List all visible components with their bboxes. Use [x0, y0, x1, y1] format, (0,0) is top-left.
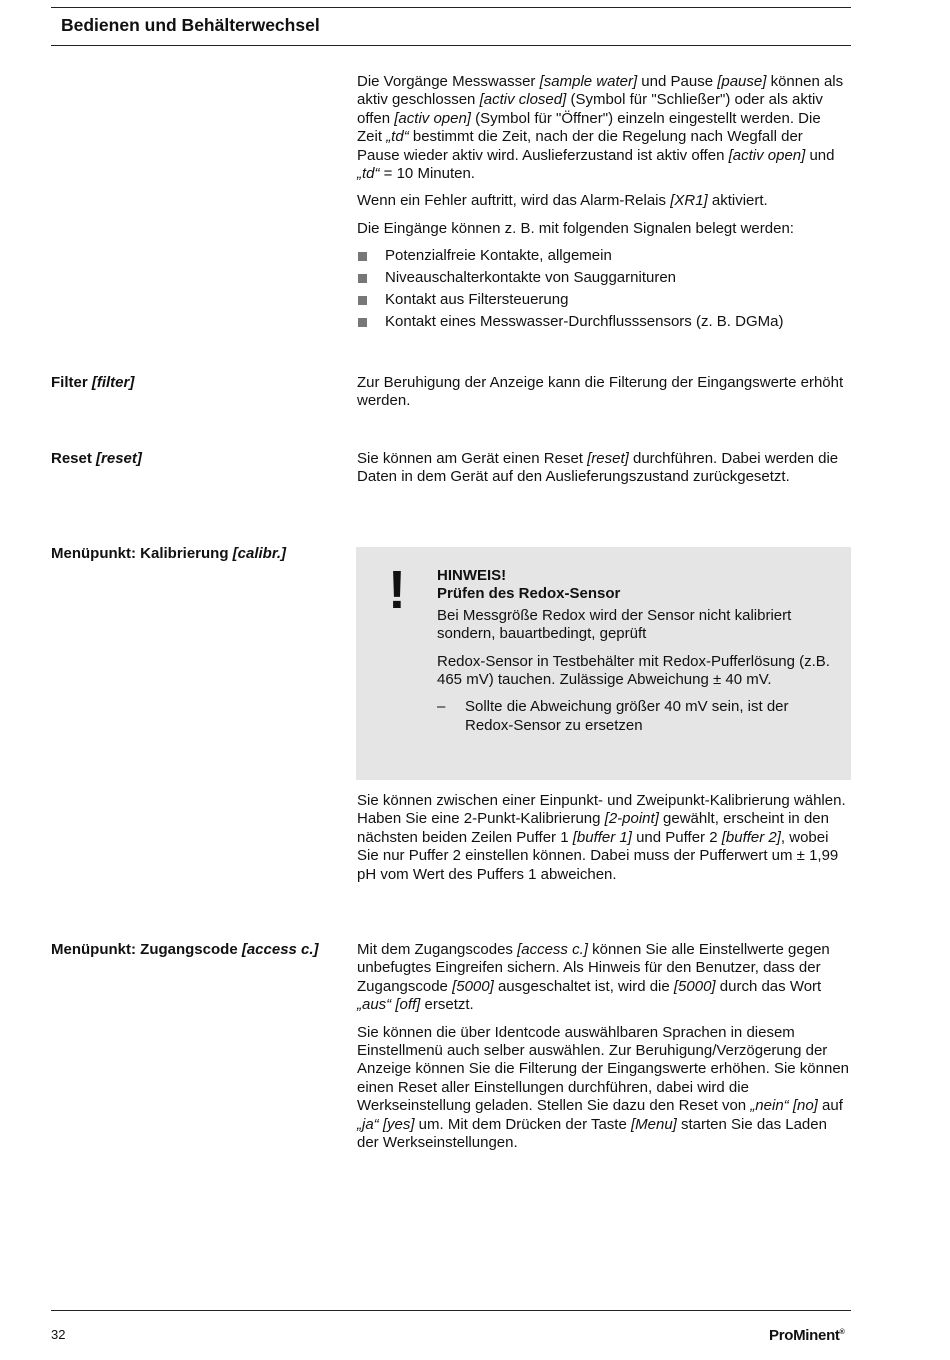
prominent-logo: ProMinent®: [769, 1327, 845, 1344]
list-item: Kontakt aus Filtersteuerung: [357, 291, 849, 309]
notice-subtitle: Prüfen des Redox-Sensor: [437, 585, 621, 603]
intro-section: [357, 73, 849, 334]
list-item: Niveauschalterkontakte von Sauggarnituren: [357, 269, 849, 287]
dash-bullet-icon: –: [437, 698, 446, 716]
intro-paragraph-1: Die Vorgänge Messwasser [sample water] und Pause [pause] können als aktiv geschlossen [activ closed] (Symbol für "Schließer") oder als aktiv offen [activ open] (Symbol für "Öffner") einzeln eingestellt werden. Die Zeit „td“ bestimmt die Zeit, nach der die Regelung nach Wegfall der Pause wieder aktiv wird. Auslieferzustand ist aktiv offen [activ open] und „td“ = 10 Minuten.: [357, 73, 844, 183]
exclamation-icon: !: [388, 560, 406, 620]
reset-label: Reset [reset]: [51, 450, 142, 467]
page-header-title: Bedienen und Behälterwechsel: [61, 15, 320, 35]
calibration-description: Sie können zwischen einer Einpunkt- und Zweipunkt-Kalibrierung wählen. Haben Sie eine 2-Punkt-Kalibrierung [2-point] gewählt, erscheint in den nächsten beiden Zeilen Puffer 1 [buffer 1] und Puffer 2 [buffer 2], wobei Sie nur Puffer 2 einstellen können. Dabei muss der Pufferwert um ± 1,99 pH vom Wert des Puffers 1 abweichen.: [357, 792, 846, 883]
access-code-description: [357, 941, 849, 1161]
list-item: Kontakt eines Messwasser-Durchflusssensors (z. B. DGMa): [357, 313, 849, 331]
square-bullet-icon: [358, 252, 367, 261]
footer-rule: [51, 1310, 851, 1311]
reset-description: Sie können am Gerät einen Reset [reset] durchführen. Dabei werden die Daten in dem Gerät auf den Auslieferungszustand zurückgesetzt.: [357, 450, 839, 486]
access-code-label: Menüpunkt: Zugangscode [access c.]: [51, 941, 319, 958]
filter-label: Filter [filter]: [51, 374, 135, 391]
input-signal-list: [357, 247, 849, 331]
square-bullet-icon: [358, 296, 367, 305]
filter-description: Zur Beruhigung der Anzeige kann die Filterung der Eingangswerte erhöht werden.: [357, 374, 844, 410]
intro-paragraph-3: Die Eingänge können z. B. mit folgenden Signalen belegt werden:: [357, 219, 794, 237]
notice-paragraph-2: Redox-Sensor in Testbehälter mit Redox-Pufferlösung (z.B. 465 mV) tauchen. Zulässige Abweichung ± 40 mV.: [437, 652, 830, 689]
notice-title: HINWEIS!: [437, 567, 507, 584]
square-bullet-icon: [358, 318, 367, 327]
access-paragraph-1: Mit dem Zugangscodes [access c.] können Sie alle Einstellwerte gegen unbefugtes Eingreifen sichern. Als Hinweis für den Benutzer, dass der Zugangscode [5000] ausgeschaltet ist, wird die [5000] durch das Wort „aus“ [off] ersetzt.: [357, 941, 830, 1014]
notice-action-item: – Sollte die Abweichung größer 40 mV sein, ist der Redox-Sensor zu ersetzen: [437, 698, 789, 734]
notice-box: [356, 547, 851, 780]
intro-paragraph-2: Wenn ein Fehler auftritt, wird das Alarm-Relais [XR1] aktiviert.: [357, 192, 768, 210]
page-number: 32: [51, 1327, 66, 1342]
list-item: Potenzialfreie Kontakte, allgemein: [357, 247, 849, 265]
header-top-rule: [51, 7, 851, 8]
square-bullet-icon: [358, 274, 367, 283]
access-paragraph-2: Sie können die über Identcode auswählbaren Sprachen in diesem Einstellmenü auch selber auswählen. Zur Beruhigung/Verzögerung der Anzeige können Sie die Filterung der Eingangswerte erhöhen. Sie können einen Reset aller Einstellungen durchführen, dabei wird die Werkseinstellung geladen. Stellen Sie dazu den Reset von „nein“ [no] auf „ja“ [yes] um. Mit dem Drücken der Taste [Menu] starten Sie das Laden der Werkseinstellungen.: [357, 1023, 849, 1152]
calibration-label: Menüpunkt: Kalibrierung [calibr.]: [51, 545, 287, 562]
notice-paragraph-1: Bei Messgröße Redox wird der Sensor nicht kalibriert sondern, bauartbedingt, geprüft: [437, 606, 792, 643]
header-bottom-rule: [51, 45, 851, 46]
